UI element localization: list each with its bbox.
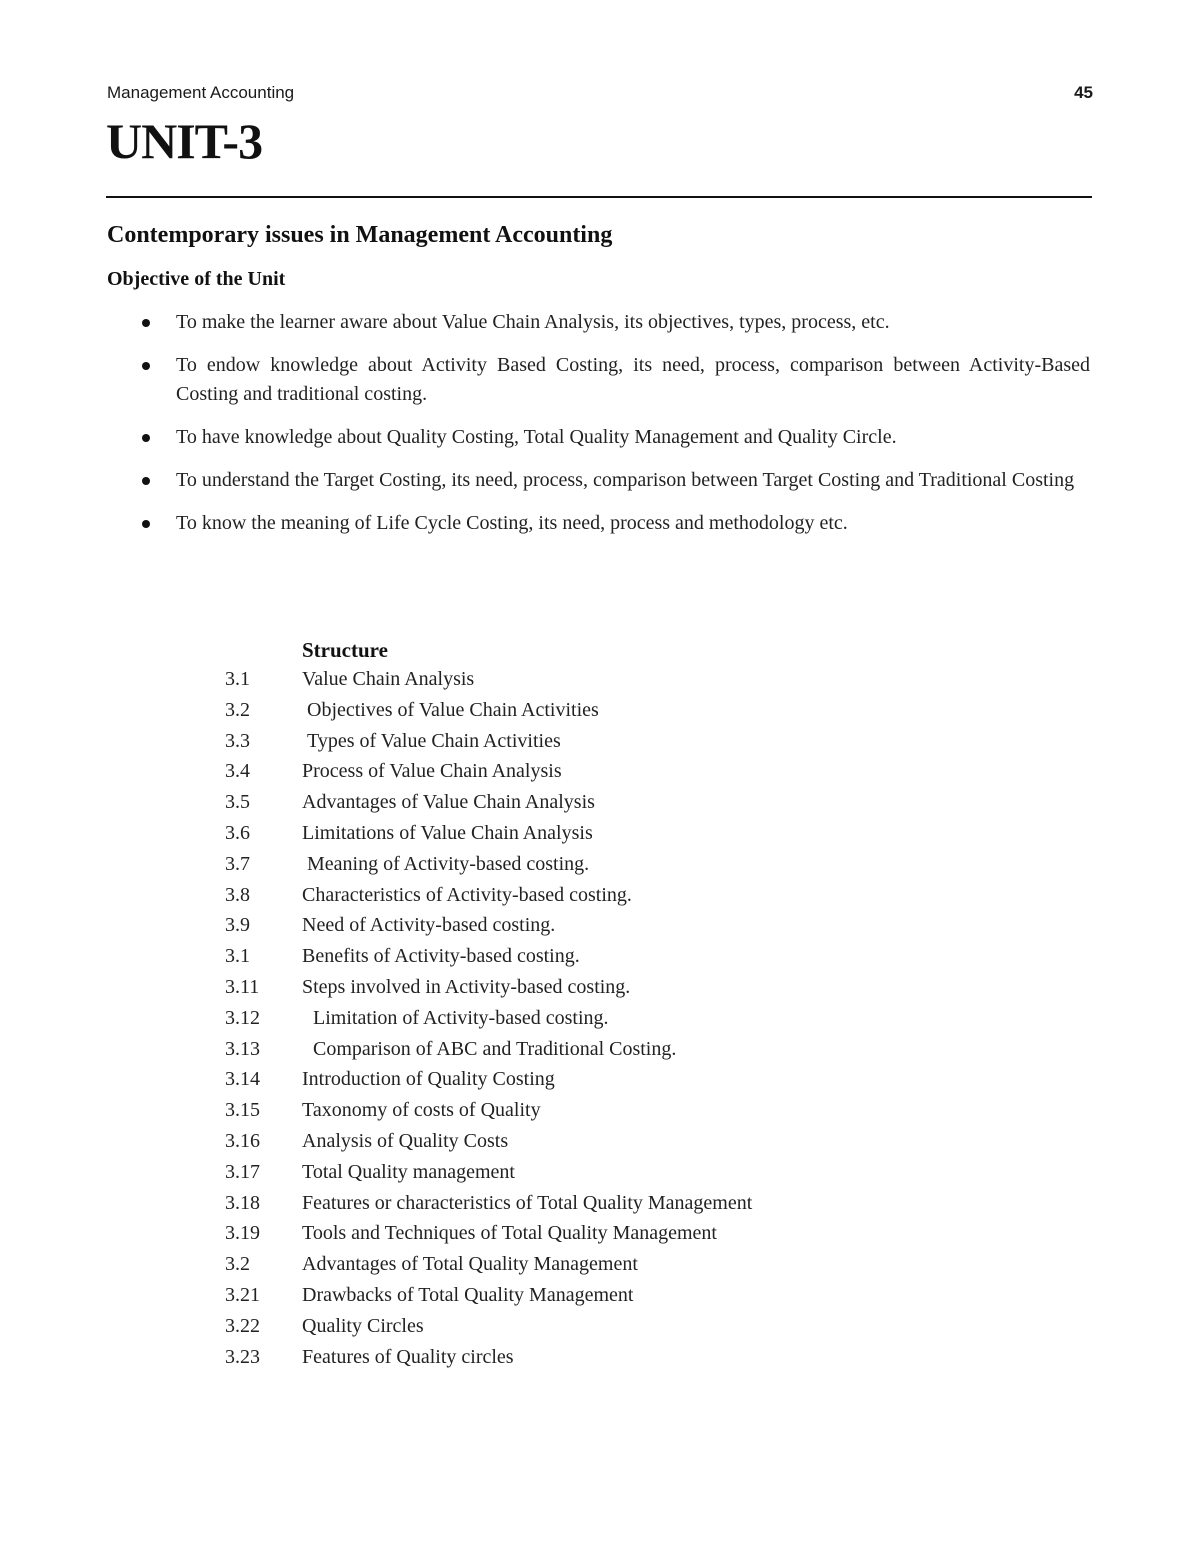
toc-row <box>225 1003 925 1034</box>
running-title: Management Accounting <box>107 83 295 102</box>
toc-row <box>225 1064 925 1095</box>
toc-row <box>225 1126 925 1157</box>
toc-title: Quality Circles <box>302 1314 424 1337</box>
toc-number: 3.18 <box>225 1191 260 1214</box>
bullet-icon <box>142 319 150 327</box>
toc-title: Analysis of Quality Costs <box>302 1129 509 1152</box>
toc-number: 3.14 <box>225 1068 260 1091</box>
objective-item <box>140 351 1090 409</box>
toc-row <box>225 972 925 1003</box>
toc-number: 3.5 <box>225 791 250 814</box>
toc-title: Advantages of Value Chain Analysis <box>302 791 595 814</box>
toc-title: Types of Value Chain Activities <box>307 729 561 752</box>
toc-row <box>225 695 925 726</box>
toc-title: Need of Activity-based costing. <box>302 914 556 937</box>
toc-number: 3.15 <box>225 1099 260 1122</box>
toc-row <box>225 880 925 911</box>
toc-number: 3.1 <box>225 668 250 690</box>
toc-row <box>225 849 925 880</box>
toc-row <box>225 910 925 941</box>
toc-row <box>225 1188 925 1219</box>
toc-title: Taxonomy of costs of Quality <box>302 1099 541 1122</box>
objective-item <box>140 308 1090 337</box>
toc-number: 3.12 <box>225 1006 260 1029</box>
toc-title: Limitations of Value Chain Analysis <box>302 821 593 844</box>
toc-title: Features or characteristics of Total Quality Management <box>302 1191 753 1214</box>
toc-row <box>225 756 925 787</box>
toc-number: 3.2 <box>225 698 250 721</box>
toc-number: 3.7 <box>225 852 250 875</box>
toc-number: 3.6 <box>225 821 250 844</box>
toc-title: Steps involved in Activity-based costing. <box>302 975 631 998</box>
bullet-icon <box>142 520 150 528</box>
toc-title: Total Quality management <box>302 1160 515 1183</box>
objective-text: To endow knowledge about Activity Based Costing, its need, process, comparison between Activity-Based Costing and traditional costing. <box>176 354 1090 405</box>
toc-title: Comparison of ABC and Traditional Costing. <box>313 1037 677 1060</box>
objectives-list <box>140 308 1090 552</box>
toc-number: 3.1 <box>225 945 250 968</box>
toc-title: Limitation of Activity-based costing. <box>313 1006 609 1029</box>
toc-number: 3.8 <box>225 883 250 906</box>
objective-text: To make the learner aware about Value Chain Analysis, its objectives, types, process, etc. <box>176 311 890 333</box>
toc-row <box>225 1280 925 1311</box>
toc-number: 3.19 <box>225 1222 260 1245</box>
objective-text: To know the meaning of Life Cycle Costing, its need, process and methodology etc. <box>176 512 848 534</box>
toc-title: Features of Quality circles <box>302 1345 514 1368</box>
structure-heading: Structure <box>302 638 388 662</box>
toc-row <box>225 1342 925 1373</box>
objective-item <box>140 423 1090 452</box>
toc-title: Characteristics of Activity-based costing. <box>302 883 632 906</box>
unit-title: UNIT-3 <box>106 113 263 169</box>
section-heading: Contemporary issues in Management Accounting <box>107 222 613 248</box>
toc-number: 3.11 <box>225 975 260 998</box>
toc-number: 3.9 <box>225 914 250 937</box>
objective-text: To understand the Target Costing, its need, process, comparison between Target Costing and Traditional Costing <box>176 469 1075 491</box>
toc-number: 3.21 <box>225 1283 260 1306</box>
toc-row <box>225 818 925 849</box>
toc-number: 3.22 <box>225 1314 260 1337</box>
toc-title: Tools and Techniques of Total Quality Management <box>302 1222 717 1245</box>
toc-title: Drawbacks of Total Quality Management <box>302 1283 634 1306</box>
objectives-heading: Objective of the Unit <box>107 268 286 290</box>
toc-title: Meaning of Activity-based costing. <box>307 852 590 875</box>
toc-row <box>225 787 925 818</box>
toc-number: 3.16 <box>225 1129 260 1152</box>
bullet-icon <box>142 362 150 370</box>
toc-number: 3.23 <box>225 1345 260 1368</box>
toc-number: 3.2 <box>225 1253 250 1276</box>
toc-number: 3.13 <box>225 1037 260 1060</box>
bullet-icon <box>142 477 150 485</box>
toc-row <box>225 1034 925 1065</box>
toc-title: Process of Value Chain Analysis <box>302 760 562 783</box>
page-number: 45 <box>1074 83 1093 102</box>
toc-title: Objectives of Value Chain Activities <box>307 698 599 721</box>
toc-row <box>225 726 925 757</box>
objective-item <box>140 466 1090 495</box>
horizontal-rule <box>106 196 1092 198</box>
toc-row <box>225 1157 925 1188</box>
toc-row <box>225 1249 925 1280</box>
toc-title: Benefits of Activity-based costing. <box>302 945 580 968</box>
toc-number: 3.17 <box>225 1160 260 1183</box>
toc-row <box>225 1218 925 1249</box>
toc-title: Value Chain Analysis <box>302 668 475 690</box>
toc-title: Introduction of Quality Costing <box>302 1068 555 1091</box>
toc-row <box>225 941 925 972</box>
toc-title: Advantages of Total Quality Management <box>302 1253 638 1276</box>
toc-row <box>225 664 925 695</box>
bullet-icon <box>142 434 150 442</box>
objective-item <box>140 509 1090 538</box>
structure-list <box>225 636 925 1372</box>
toc-row <box>225 1095 925 1126</box>
toc-row <box>225 1311 925 1342</box>
toc-number: 3.4 <box>225 760 250 783</box>
toc-number: 3.3 <box>225 729 250 752</box>
objective-text: To have knowledge about Quality Costing, Total Quality Management and Quality Circle. <box>176 426 897 448</box>
